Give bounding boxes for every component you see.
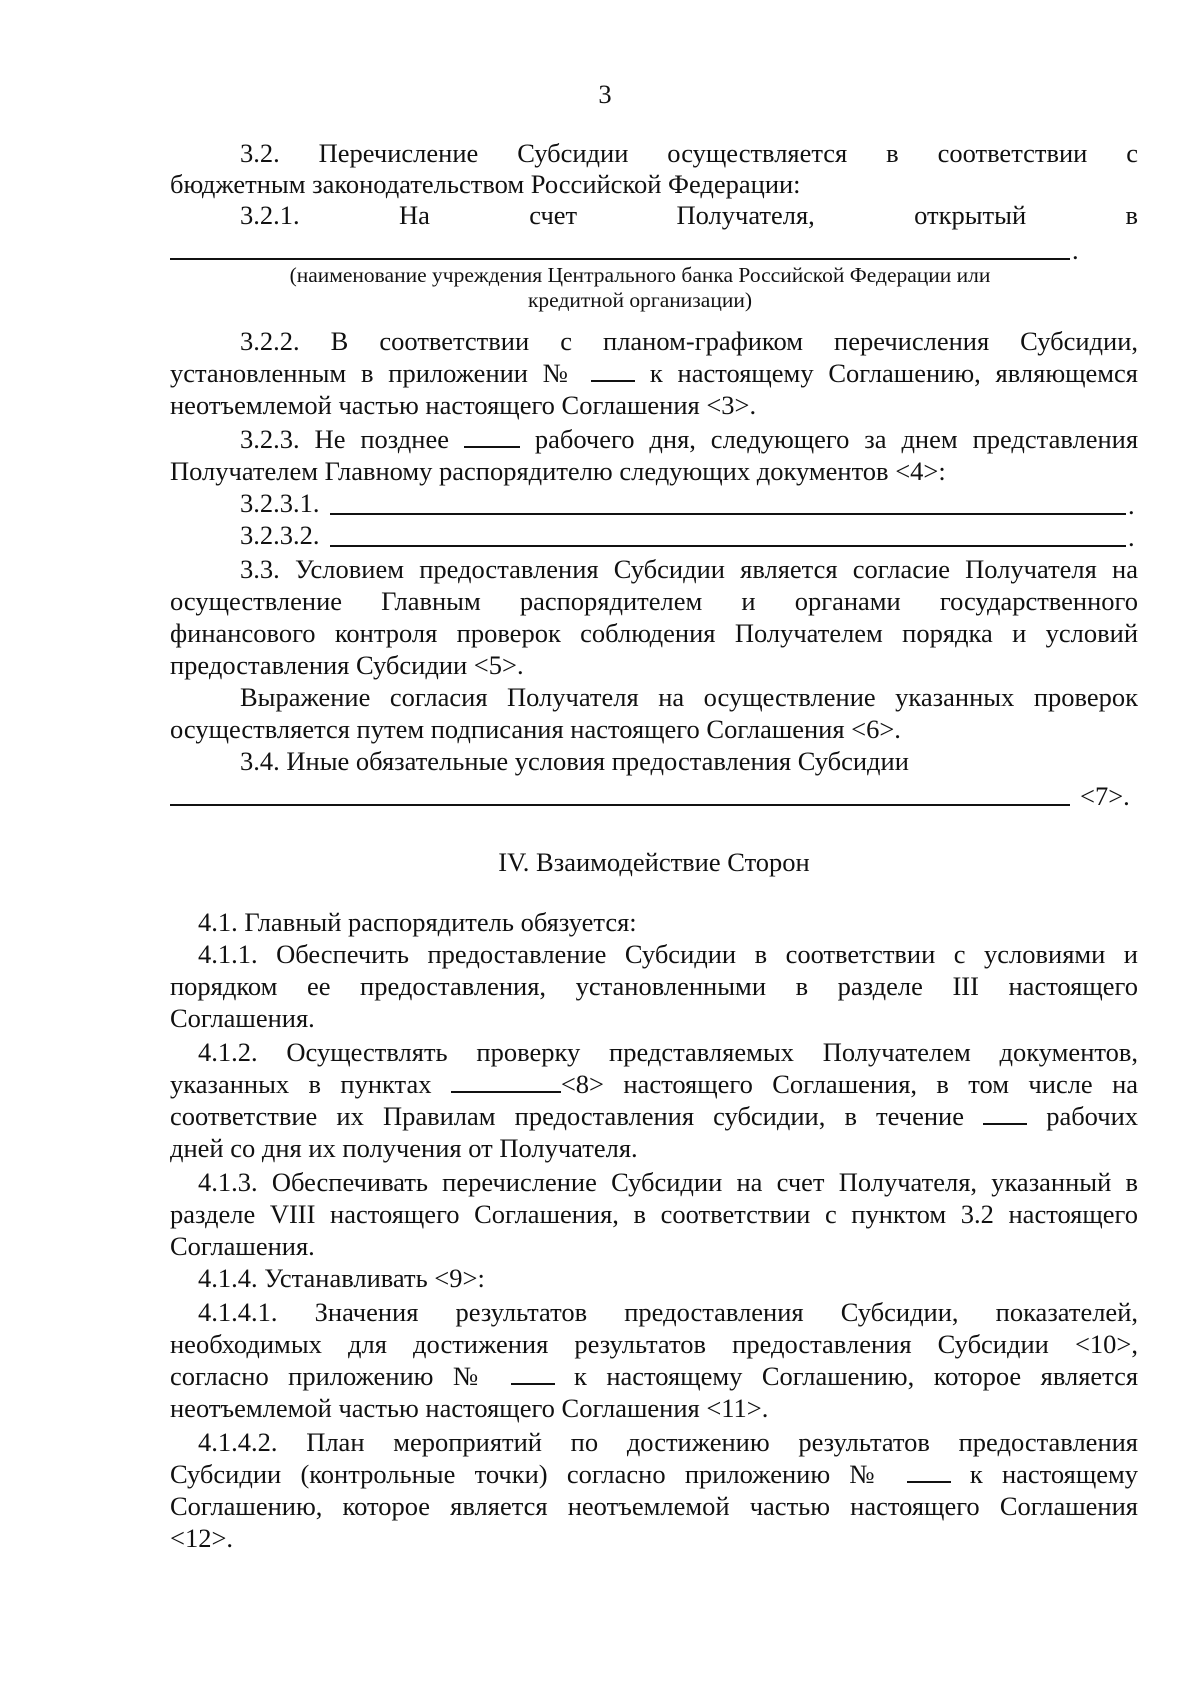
paragraph-3-2-1-end: .	[1072, 235, 1079, 265]
paragraph-4-1-2-line-2-b: <8> настоящего Соглашения, в том числе на	[560, 1069, 1139, 1099]
paragraph-4-1-4-1-line-3-a: согласно приложению №	[170, 1361, 492, 1391]
paragraph-3-2-2-line-2-a: установленным в приложении №	[170, 358, 577, 388]
blank-appendix-number-3	[907, 1461, 951, 1483]
blank-appendix-number-2	[511, 1363, 555, 1385]
paragraph-4-1-4-2-line-2-b: к настоящему	[969, 1459, 1139, 1489]
paragraph-3-3-line-6: осуществляется путем подписания настоящего Соглашения <6>.	[170, 714, 901, 744]
footnote-bank-name-2: кредитной организации)	[527, 288, 753, 312]
blank-review-days	[983, 1103, 1027, 1125]
paragraph-4-1-3-line-3: Соглашения.	[170, 1231, 315, 1261]
paragraph-3-2-1-line-1: 3.2.1. На счет Получателя, открытый в	[240, 200, 1138, 230]
blank-appendix-number	[591, 360, 635, 382]
paragraph-3-4-line-1: 3.4. Иные обязательные условия предоставления Субсидии	[240, 746, 909, 776]
item-3-2-3-2-dot: .	[1128, 522, 1135, 552]
blank-working-days	[464, 426, 520, 448]
paragraph-3-3-line-3: финансового контроля проверок соблюдения Получателем порядка и условий	[170, 618, 1138, 648]
blank-items-list	[451, 1071, 561, 1093]
paragraph-3-2-3-line-2: Получателем Главному распорядителю следующих документов <4>:	[170, 456, 946, 486]
paragraph-4-1-2-line-1: 4.1.2. Осуществлять проверку представляемых Получателем документов,	[198, 1037, 1138, 1067]
paragraph-4-1-1-line-1: 4.1.1. Обеспечить предоставление Субсидии в соответствии с условиями и	[198, 939, 1138, 969]
paragraph-4-1-1-line-2: порядком ее предоставления, установленными в разделе III настоящего	[170, 971, 1138, 1001]
paragraph-3-2-2-line-3: неотъемлемой частью настоящего Соглашения <3>.	[170, 390, 757, 420]
item-3-2-3-1-label: 3.2.3.1.	[240, 488, 320, 518]
paragraph-3-2-3-line-1-b: рабочего дня, следующего за днем представления	[534, 424, 1139, 454]
paragraph-3-3-line-1: 3.3. Условием предоставления Субсидии является согласие Получателя на	[240, 554, 1138, 584]
paragraph-4-1-4-2-line-2-a: Субсидии (контрольные точки) согласно приложению №	[170, 1459, 888, 1489]
paragraph-4-1-4-2-line-2	[170, 1458, 1138, 1490]
paragraph-3-2-line-2: бюджетным законодательством Российской Федерации:	[170, 169, 801, 199]
footnote-bank-name-1: (наименование учреждения Центрального банка Российской Федерации или	[289, 263, 991, 287]
paragraph-3-2-3-line-1	[240, 423, 1138, 455]
paragraph-4-1-4-2-line-1: 4.1.4.2. План мероприятий по достижению результатов предоставления	[198, 1427, 1138, 1457]
paragraph-3-3-line-4: предоставления Субсидии <5>.	[170, 650, 524, 680]
paragraph-4-1-2-line-3-b: рабочих	[1046, 1101, 1139, 1131]
blank-line-bank-name	[170, 258, 1070, 260]
paragraph-3-2-line-1: 3.2. Перечисление Субсидии осуществляется в соответствии с	[240, 138, 1138, 168]
section-4-title: IV. Взаимодействие Сторон	[498, 847, 810, 877]
paragraph-4-1-2-line-3-a: соответствие их Правилам предоставления субсидии, в течение	[170, 1101, 964, 1131]
paragraph-3-4-end: <7>.	[1080, 781, 1130, 811]
paragraph-4-1-4: 4.1.4. Устанавливать <9>:	[198, 1263, 485, 1293]
blank-line-3-2-3-1	[330, 513, 1126, 515]
paragraph-3-3-line-2: осуществление Главным распорядителем и органами государственного	[170, 586, 1138, 616]
blank-line-3-2-3-2	[330, 545, 1126, 547]
paragraph-4-1-4-1-line-2: необходимых для достижения результатов предоставления Субсидии <10>,	[170, 1329, 1138, 1359]
page-number: 3	[598, 79, 612, 109]
paragraph-4-1-3-line-1: 4.1.3. Обеспечивать перечисление Субсидии на счет Получателя, указанный в	[198, 1167, 1138, 1197]
paragraph-4-1-1-line-3: Соглашения.	[170, 1003, 315, 1033]
paragraph-3-3-line-5: Выражение согласия Получателя на осуществление указанных проверок	[240, 682, 1138, 712]
paragraph-4-1-3-line-2: разделе VIII настоящего Соглашения, в соответствии с пунктом 3.2 настоящего	[170, 1199, 1138, 1229]
paragraph-4-1-2-line-3	[170, 1100, 1138, 1132]
paragraph-4-1-4-1-line-4: неотъемлемой частью настоящего Соглашения <11>.	[170, 1393, 769, 1423]
paragraph-3-2-2-line-1: 3.2.2. В соответствии с планом-графиком перечисления Субсидии,	[240, 326, 1138, 356]
paragraph-4-1-4-1-line-1: 4.1.4.1. Значения результатов предоставления Субсидии, показателей,	[198, 1297, 1138, 1327]
item-3-2-3-2-label: 3.2.3.2.	[240, 520, 320, 550]
item-3-2-3-1-dot: .	[1128, 490, 1135, 520]
paragraph-4-1-2-line-4: дней со дня их получения от Получателя.	[170, 1133, 638, 1163]
paragraph-3-2-3-line-1-a: 3.2.3. Не позднее	[240, 424, 449, 454]
paragraph-4-1-4-2-line-4: <12>.	[170, 1523, 234, 1553]
blank-line-3-4	[170, 804, 1070, 806]
paragraph-4-1-4-1-line-3	[170, 1360, 1138, 1392]
paragraph-4-1-4-2-line-3: Соглашению, которое является неотъемлемой частью настоящего Соглашения	[170, 1491, 1138, 1521]
paragraph-3-2-2-line-2-b: к настоящему Соглашению, являющемся	[649, 358, 1139, 388]
paragraph-4-1-2-line-2	[170, 1068, 1138, 1100]
paragraph-4-1: 4.1. Главный распорядитель обязуется:	[198, 907, 637, 937]
paragraph-4-1-2-line-2-a: указанных в пунктах	[170, 1069, 432, 1099]
paragraph-4-1-4-1-line-3-b: к настоящему Соглашению, которое является	[574, 1361, 1139, 1391]
paragraph-3-2-2-line-2	[170, 357, 1138, 389]
